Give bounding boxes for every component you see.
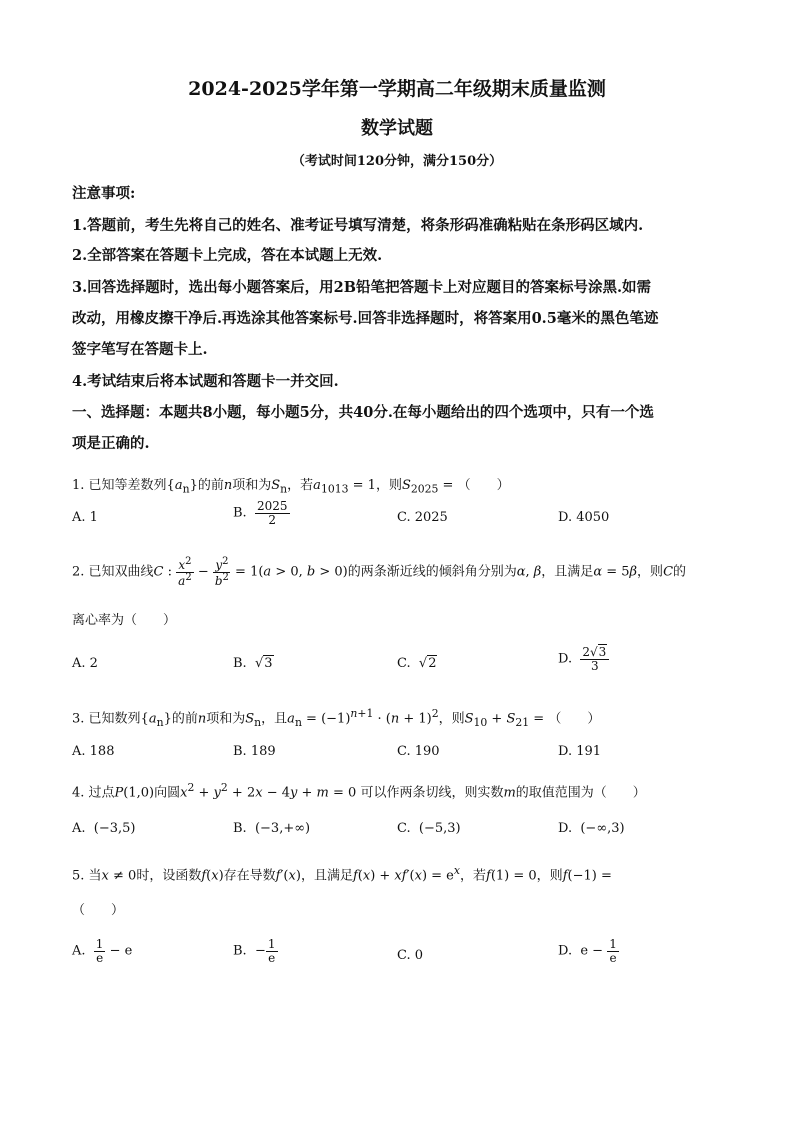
q3-option-d[interactable]: D. 191 [558, 744, 602, 759]
question-1: 1. 已知等差数列$\{a_n\}$的前n项和为$S_n$，若$a_{1013} = 1$，则$S_{2025}$ = （ ） [72, 478, 510, 496]
math-expr: $\{a_n\}$ [166, 478, 198, 496]
q5-option-d[interactable]: D. e − $\frac{1}{e}$ [558, 937, 617, 965]
q1-option-c[interactable]: C. 2025 [397, 510, 448, 525]
q2-option-b[interactable]: B. √3 [233, 656, 273, 671]
q3-option-c[interactable]: C. 190 [397, 744, 440, 759]
note-item-3-cont: 改动，用橡皮擦干净后.再选涂其他答案标号.回答非选择题时，将答案用0.5毫米的黑色笔迹 [72, 310, 659, 327]
section-heading: 一、选择题：本题共8小题，每小题5分，共40分.在每小题给出的四个选项中，只有一个选 [72, 404, 654, 421]
q2-option-c[interactable]: C. √2 [397, 656, 437, 671]
question-5: 5. 当x ≠ 0时，设函数f(x)存在导数f′(x)，且满足$f(x) + xf'(x) = e^x$，若f(1) = 0，则f(−1) = [72, 864, 612, 884]
q3-option-a[interactable]: A. 188 [72, 744, 115, 759]
question-5-cont: （ ） [72, 903, 125, 918]
question-2: 2. 已知双曲线C : $\frac{x^2}{a^2}$ − $\frac{y^2}{b^2}$ = 1(a > 0, b > 0)的两条渐近线的倾斜角分别为α, β，且满足α = 5β，则C的 [72, 556, 687, 588]
q4-option-c[interactable]: C. (−5,3) [397, 821, 461, 836]
q3-option-b[interactable]: B. 189 [233, 744, 276, 759]
q4-option-b[interactable]: B. (−3,+∞) [233, 821, 311, 836]
question-3: 3. 已知数列$\{a_n\}$的前n项和为$S_n$，且$a_n = (-1)^{n+1} \cdot (n + 1)^2$，则$S_{10} + S_{21}$ = （ ） [72, 707, 601, 729]
q2-option-a[interactable]: A. 2 [72, 656, 98, 671]
q4-option-a[interactable]: A. (−3,5) [72, 821, 136, 836]
exam-info: （考试时间120分钟，满分150分） [291, 154, 503, 169]
q5-option-c[interactable]: C. 0 [397, 948, 424, 963]
q1-option-d[interactable]: D. 4050 [558, 510, 610, 525]
q5-option-b[interactable]: B. − $\frac{1}{e}$ [233, 937, 276, 965]
q1-option-b[interactable]: B. $\frac{2025}{2}$ [233, 499, 288, 527]
note-item-1: 1.答题前，考生先将自己的姓名、准考证号填写清楚，将条形码准确粘贴在条形码区域内. [72, 217, 644, 234]
q5-option-a[interactable]: A. $\frac{1}{e}$ − e [72, 937, 133, 965]
note-item-2: 2.全部答案在答题卡上完成，答在本试题上无效. [72, 247, 383, 264]
q2-option-d[interactable]: D. $\frac{2√3}{3}$ [558, 646, 609, 672]
exam-title: 2024-2025学年第一学期高二年级期末质量监测 [188, 78, 606, 100]
note-item-3-end: 签字笔写在答题卡上. [72, 341, 208, 358]
q4-option-d[interactable]: D. (−∞,3) [558, 821, 625, 836]
note-item-4: 4.考试结束后将本试题和答题卡一并交回. [72, 373, 339, 390]
notes-heading: 注意事项: [72, 185, 136, 202]
question-4: 4. 过点P(1,0)向圆$x^2 + y^2 + 2x - 4y + m = 0$ 可以作两条切线，则实数m的取值范围为（ ） [72, 781, 646, 801]
question-2-cont: 离心率为（ ） [72, 613, 177, 628]
note-item-3: 3.回答选择题时，选出每小题答案后，用2B铅笔把答题卡上对应题目的答案标号涂黑.如需 [72, 279, 652, 296]
exam-subtitle: 数学试题 [361, 118, 433, 139]
q1-option-a[interactable]: A. 1 [72, 510, 98, 525]
section-heading-cont: 项是正确的. [72, 435, 150, 452]
